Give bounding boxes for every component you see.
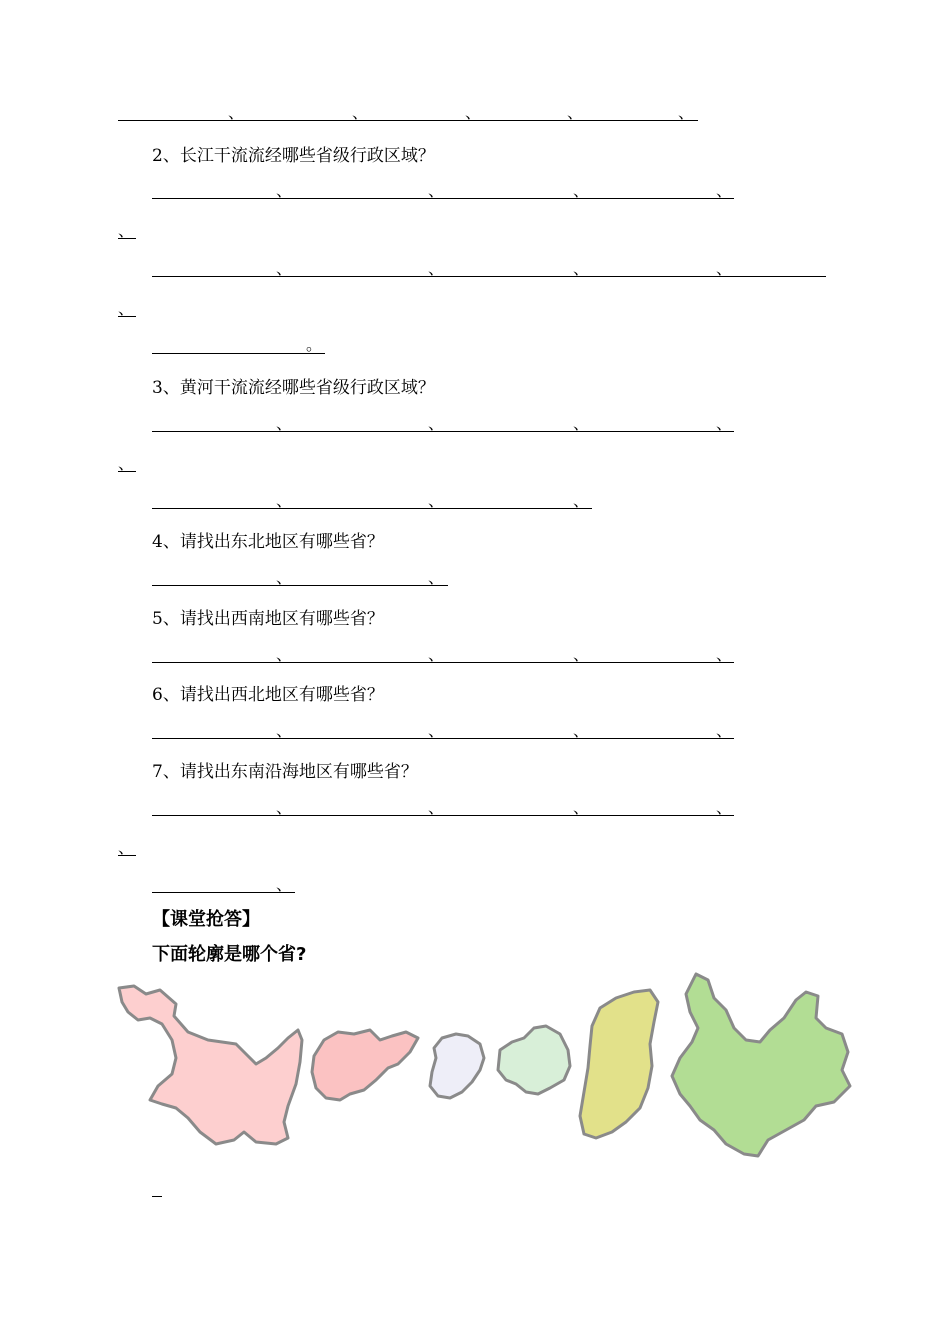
outline-shape [672, 974, 850, 1156]
answer-line[interactable] [152, 488, 592, 509]
separator: 、 [276, 414, 293, 433]
separator: 、 [428, 645, 445, 664]
answer-line[interactable] [152, 1176, 162, 1197]
separator: 、 [276, 875, 293, 894]
province-outline-1 [116, 982, 306, 1148]
separator: 、 [276, 259, 293, 278]
answer-line[interactable] [152, 872, 295, 893]
separator: 、 [276, 645, 293, 664]
separator: 、 [573, 721, 590, 740]
separator: 、 [716, 798, 733, 817]
separator-period: 。 [306, 335, 323, 354]
separator: 、 [678, 103, 695, 122]
answer-line[interactable] [118, 100, 698, 121]
answer-line[interactable] [152, 565, 448, 586]
separator: 、 [276, 798, 293, 817]
separator: 、 [465, 103, 482, 122]
separator: 、 [352, 103, 369, 122]
province-outline-3 [426, 1030, 490, 1102]
outline-shape [119, 986, 302, 1144]
outline-shape [580, 990, 658, 1138]
question-5: 5、请找出西南地区有哪些省？ [152, 609, 384, 629]
separator: 、 [573, 798, 590, 817]
separator: 、 [276, 568, 293, 587]
province-outline-5 [578, 988, 662, 1142]
outline-shape [312, 1030, 418, 1100]
province-outline-6 [666, 970, 856, 1160]
question-6: 6、请找出西北地区有哪些省？ [152, 685, 384, 705]
question-4: 4、请找出东北地区有哪些省？ [152, 532, 384, 552]
quiz-heading: 【课堂抢答】 [152, 909, 260, 930]
separator: 、 [573, 491, 590, 510]
separator: 、 [428, 491, 445, 510]
separator: 、 [118, 221, 135, 240]
quiz-prompt: 下面轮廓是哪个省? [152, 944, 307, 965]
separator: 、 [573, 259, 590, 278]
separator: 、 [428, 259, 445, 278]
separator: 、 [276, 721, 293, 740]
province-outline-2 [310, 1026, 422, 1104]
separator: 、 [716, 181, 733, 200]
separator: 、 [716, 645, 733, 664]
separator: 、 [567, 103, 584, 122]
separator: 、 [573, 414, 590, 433]
separator: 、 [428, 414, 445, 433]
province-outline-4 [494, 1022, 574, 1098]
separator: 、 [118, 299, 135, 318]
separator: 、 [118, 454, 135, 473]
separator: 、 [428, 568, 445, 587]
separator: 、 [228, 103, 245, 122]
separator: 、 [118, 838, 135, 857]
question-7: 7、请找出东南沿海地区有哪些省？ [152, 762, 418, 782]
separator: 、 [428, 721, 445, 740]
outline-shape [498, 1026, 570, 1094]
separator: 、 [716, 259, 733, 278]
question-3: 3、黄河干流流经哪些省级行政区域？ [152, 378, 435, 398]
separator: 、 [573, 181, 590, 200]
separator: 、 [716, 721, 733, 740]
answer-line[interactable] [152, 333, 325, 354]
question-2: 2、长江干流流经哪些省级行政区域？ [152, 146, 435, 166]
outline-shape [430, 1034, 484, 1098]
separator: 、 [428, 181, 445, 200]
separator: 、 [276, 491, 293, 510]
separator: 、 [276, 181, 293, 200]
separator: 、 [428, 798, 445, 817]
separator: 、 [573, 645, 590, 664]
separator: 、 [716, 414, 733, 433]
